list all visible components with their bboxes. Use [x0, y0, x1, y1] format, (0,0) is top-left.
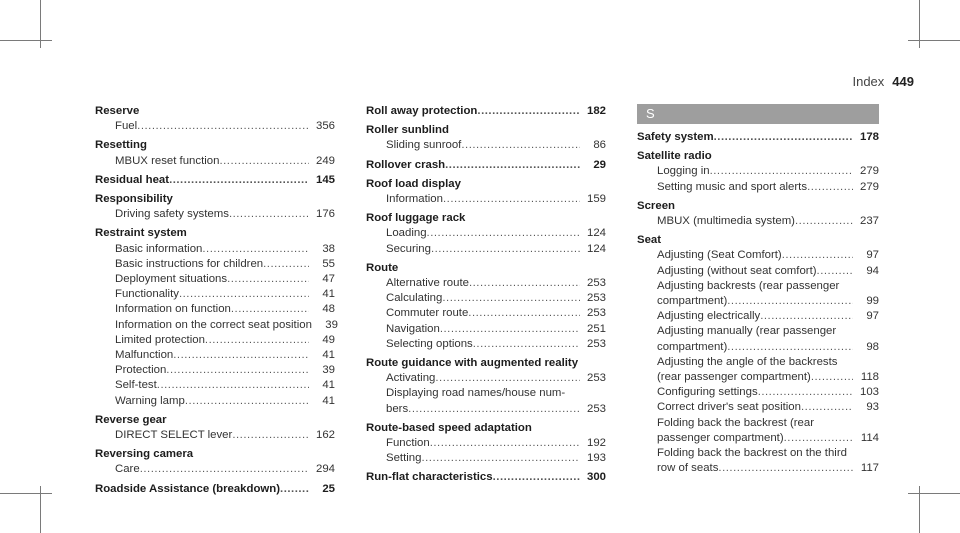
index-entry [366, 177, 606, 192]
page-number: 449 [892, 74, 914, 89]
crop-mark [908, 40, 960, 41]
leader-dots [758, 385, 853, 400]
index-subentry [637, 385, 879, 400]
index-subentry [95, 348, 335, 363]
subentry-term: Configuring settings [657, 386, 758, 399]
page-reference: 193 [586, 452, 606, 465]
leader-dots [443, 192, 580, 207]
leader-dots [227, 272, 309, 287]
leader-dots [179, 287, 309, 302]
page-reference: 253 [586, 372, 606, 385]
subentry-term: Adjusting the angle of the backrests [657, 355, 838, 368]
leader-dots [782, 248, 853, 263]
subentry-term: Functionality [115, 288, 179, 301]
leader-dots [232, 428, 309, 443]
page-reference: 279 [859, 165, 879, 178]
leader-dots [280, 482, 309, 497]
index-subentry [366, 306, 606, 321]
subentry-term: Adjusting backrests (rear passenger [657, 279, 840, 292]
leader-dots [811, 370, 853, 385]
entry-term: Screen [637, 199, 675, 212]
page-reference: 55 [322, 257, 335, 270]
leader-dots [430, 436, 580, 451]
index-subentry [95, 333, 335, 348]
page-reference: 253 [586, 277, 606, 290]
subentry-term: Loading [386, 227, 427, 240]
subentry-term: Folding back the backrest on the third [657, 447, 847, 460]
leader-dots [710, 164, 853, 179]
subentry-term: Folding back the backrest (rear [657, 416, 815, 429]
leader-dots [795, 214, 853, 229]
subentry-term: compartment) [657, 340, 728, 353]
index-subentry [366, 371, 606, 386]
subentry-term: MBUX (multimedia system) [657, 215, 795, 228]
subentry-term: Adjusting (Seat Comfort) [657, 249, 782, 262]
page-reference: 103 [859, 386, 879, 399]
index-subentry [366, 291, 606, 306]
leader-dots [807, 180, 853, 195]
index-subentry [95, 119, 335, 134]
entry-term: Route guidance with augmented reality [366, 357, 579, 370]
index-subentry [95, 363, 335, 378]
page-reference: 39 [322, 364, 335, 377]
page-reference: 253 [586, 402, 606, 415]
leader-dots [469, 276, 580, 291]
index-subentry [366, 337, 606, 352]
index-column-3 [637, 104, 879, 476]
page-reference: 182 [586, 105, 606, 117]
index-entry [95, 192, 335, 207]
leader-dots [718, 461, 853, 476]
leader-dots [205, 333, 309, 348]
page-reference: 162 [315, 429, 335, 442]
index-subentry [637, 248, 879, 263]
index-subentry [366, 322, 606, 337]
index-subentry [95, 428, 335, 443]
leader-dots [173, 348, 309, 363]
page-reference: 41 [322, 349, 335, 362]
index-subentry [637, 214, 879, 229]
page-reference: 97 [866, 310, 879, 323]
index-subentry [637, 416, 879, 431]
leader-dots [421, 451, 580, 466]
entry-term: Safety system [637, 131, 714, 143]
subentry-term: Securing [386, 242, 431, 255]
subentry-term: Logging in [657, 165, 710, 178]
leader-dots [169, 173, 309, 188]
index-subentry [95, 394, 335, 409]
leader-dots [229, 207, 309, 222]
page-reference: 114 [860, 431, 879, 444]
page-header [852, 74, 914, 89]
page-reference: 97 [866, 249, 879, 262]
leader-dots [219, 154, 309, 169]
index-entry [366, 356, 606, 371]
crop-mark [0, 40, 52, 41]
subentry-term: (rear passenger compartment) [657, 371, 811, 384]
index-subentry [95, 242, 335, 257]
index-subentry [637, 340, 879, 355]
subentry-term: DIRECT SELECT lever [115, 429, 233, 442]
page-reference: 192 [586, 437, 606, 450]
entry-term: Run-flat characteristics [366, 471, 493, 484]
entry-term: Seat [637, 234, 662, 247]
index-subentry [95, 287, 335, 302]
page-reference: 124 [586, 242, 606, 255]
page-reference: 124 [586, 227, 606, 240]
subentry-term: Navigation [386, 322, 440, 335]
index-subentry [366, 451, 606, 466]
subentry-term: row of seats [657, 462, 719, 475]
leader-dots [408, 402, 580, 417]
index-entry [366, 123, 606, 138]
index-entry [366, 421, 606, 436]
leader-dots [784, 431, 853, 446]
index-entry [95, 226, 335, 241]
index-entry [637, 130, 879, 145]
subentry-term: Self-test [115, 379, 157, 392]
index-subentry [366, 138, 606, 153]
leader-dots [440, 322, 580, 337]
index-subentry [95, 154, 335, 169]
leader-dots [445, 158, 580, 173]
subentry-term: Displaying road names/house num- [386, 387, 566, 400]
index-entry [95, 138, 335, 153]
subentry-term: Calculating [386, 292, 443, 305]
subentry-term: Alternative route [386, 277, 469, 290]
subentry-term: Adjusting electrically [657, 310, 761, 323]
entry-term: Roller sunblind [366, 124, 449, 137]
page-reference: 39 [325, 318, 338, 331]
index-subentry [637, 264, 879, 279]
index-entry [637, 199, 879, 214]
index-subentry [366, 402, 606, 417]
index-subentry [637, 446, 879, 461]
entry-term: Responsibility [95, 193, 173, 206]
page-reference: 25 [322, 482, 335, 495]
subentry-term: Commuter route [386, 307, 469, 320]
subentry-term: Setting [386, 452, 422, 465]
index-subentry [637, 355, 879, 370]
index-subentry [637, 309, 879, 324]
index-subentry [366, 436, 606, 451]
page-reference: 99 [866, 295, 879, 308]
subentry-term: Basic instructions for children [115, 257, 264, 270]
leader-dots [493, 470, 580, 485]
page-reference: 253 [586, 337, 606, 350]
entry-term: Reversing camera [95, 448, 194, 461]
index-subentry [637, 400, 879, 415]
subentry-term: Protection [115, 364, 167, 377]
index-entry [366, 261, 606, 276]
index-subentry [637, 431, 879, 446]
subentry-term: Selecting options [386, 337, 473, 350]
index-subentry [366, 386, 606, 401]
page-reference: 118 [860, 371, 879, 384]
leader-dots [468, 306, 580, 321]
leader-dots [431, 242, 580, 257]
index-subentry [637, 370, 879, 385]
index-subentry [95, 257, 335, 272]
page-reference: 300 [586, 471, 606, 484]
page-reference: 117 [860, 462, 879, 475]
page-reference: 237 [859, 215, 879, 228]
page-reference: 159 [586, 193, 606, 206]
index-subentry [637, 294, 879, 309]
page-reference: 294 [315, 463, 335, 476]
leader-dots [140, 462, 309, 477]
index-subentry [95, 272, 335, 287]
leader-dots [461, 138, 580, 153]
index-subentry [95, 378, 335, 393]
index-subentry [637, 164, 879, 179]
index-subentry [637, 324, 879, 339]
index-entry [95, 173, 335, 188]
leader-dots [817, 264, 853, 279]
entry-term: Rollover crash [366, 158, 446, 171]
leader-dots [477, 104, 580, 119]
entry-term: Roof luggage rack [366, 212, 466, 225]
leader-dots [202, 242, 309, 257]
entry-term: Route-based speed adaptation [366, 421, 532, 434]
subentry-term: Deployment situations [115, 273, 228, 286]
subentry-term: passenger compartment) [657, 431, 784, 444]
leader-dots [263, 257, 309, 272]
index-subentry [637, 279, 879, 294]
page-reference: 94 [866, 264, 879, 277]
page-reference: 98 [866, 340, 879, 353]
subentry-term: Fuel [115, 120, 138, 133]
subentry-term: compartment) [657, 295, 728, 308]
page-reference: 356 [315, 120, 335, 133]
entry-term: Roof load display [366, 177, 461, 190]
subentry-term: Adjusting (without seat comfort) [657, 264, 817, 277]
subentry-term: Basic information [115, 242, 203, 255]
subentry-term: Function [386, 437, 430, 450]
index-entry [95, 413, 335, 428]
index-subentry [95, 462, 335, 477]
leader-dots [157, 378, 309, 393]
leader-dots [714, 130, 853, 145]
subentry-term: Correct driver's seat position [657, 401, 801, 414]
page-reference: 29 [593, 158, 606, 171]
subentry-term: Information [386, 193, 443, 206]
index-subentry [637, 180, 879, 195]
index-entry [637, 149, 879, 164]
subentry-term: bers [386, 402, 409, 415]
index-column-2 [366, 104, 606, 486]
leader-dots [435, 371, 580, 386]
subentry-term: Activating [386, 372, 436, 385]
page-reference: 176 [315, 208, 335, 221]
entry-term: Resetting [95, 139, 147, 152]
crop-mark [908, 493, 960, 494]
page-reference: 41 [322, 288, 335, 301]
entry-term: Restraint system [95, 227, 187, 240]
page-reference: 249 [315, 154, 335, 167]
index-subentry [95, 302, 335, 317]
index-entry [366, 104, 606, 119]
page-reference: 93 [866, 401, 879, 414]
subentry-term: Warning lamp [115, 394, 185, 407]
page-reference: 47 [322, 273, 335, 286]
subentry-term: Driving safety systems [115, 208, 229, 221]
leader-dots [473, 337, 580, 352]
subentry-term: MBUX reset function [115, 154, 220, 167]
page-reference: 279 [859, 180, 879, 193]
page-reference: 178 [859, 131, 879, 143]
subentry-term: Sliding sunroof [386, 139, 462, 152]
subentry-term: Information on function [115, 303, 231, 316]
index-subentry [366, 276, 606, 291]
leader-dots [442, 291, 580, 306]
page-reference: 41 [322, 394, 335, 407]
page-reference: 251 [586, 322, 606, 335]
index-entry [95, 104, 335, 119]
page-reference: 41 [322, 379, 335, 392]
leader-dots [727, 294, 853, 309]
index-entry [366, 211, 606, 226]
crop-mark [0, 493, 52, 494]
index-column-1 [95, 104, 338, 497]
section-letter: S [637, 104, 879, 124]
leader-dots [801, 400, 853, 415]
entry-term: Satellite radio [637, 150, 712, 163]
index-subentry [366, 242, 606, 257]
leader-dots [727, 340, 853, 355]
entry-term: Reserve [95, 105, 140, 117]
leader-dots [427, 226, 580, 241]
index-subentry [95, 207, 335, 222]
leader-dots [231, 302, 309, 317]
page-reference: 38 [322, 242, 335, 255]
leader-dots [137, 119, 309, 134]
index-subentry [95, 318, 338, 333]
index-entry [95, 447, 335, 462]
entry-term: Route [366, 261, 399, 274]
subentry-term: Adjusting manually (rear passenger [657, 325, 837, 338]
leader-dots [185, 394, 309, 409]
index-subentry [366, 192, 606, 207]
entry-term: Roadside Assistance (breakdown) [95, 482, 281, 495]
leader-dots [760, 309, 853, 324]
index-entry [366, 470, 606, 485]
entry-term: Roll away protection [366, 105, 478, 117]
page-reference: 48 [322, 303, 335, 316]
page-reference: 49 [322, 333, 335, 346]
page-reference: 86 [593, 139, 606, 152]
index-subentry [366, 226, 606, 241]
index-entry [366, 158, 606, 173]
page-reference: 145 [315, 173, 335, 186]
subentry-term: Malfunction [115, 349, 174, 362]
header-label: Index [852, 74, 885, 89]
subentry-term: Care [115, 463, 140, 476]
page-reference: 253 [586, 307, 606, 320]
index-entry [637, 233, 879, 248]
subentry-term: Setting music and sport alerts [657, 180, 808, 193]
page-reference: 253 [586, 292, 606, 305]
index-subentry [637, 461, 879, 476]
entry-term: Reverse gear [95, 413, 167, 426]
subentry-term: Information on the correct seat position [115, 318, 312, 331]
leader-dots [166, 363, 309, 378]
subentry-term: Limited protection [115, 333, 205, 346]
index-entry [95, 482, 335, 497]
entry-term: Residual heat [95, 173, 170, 186]
